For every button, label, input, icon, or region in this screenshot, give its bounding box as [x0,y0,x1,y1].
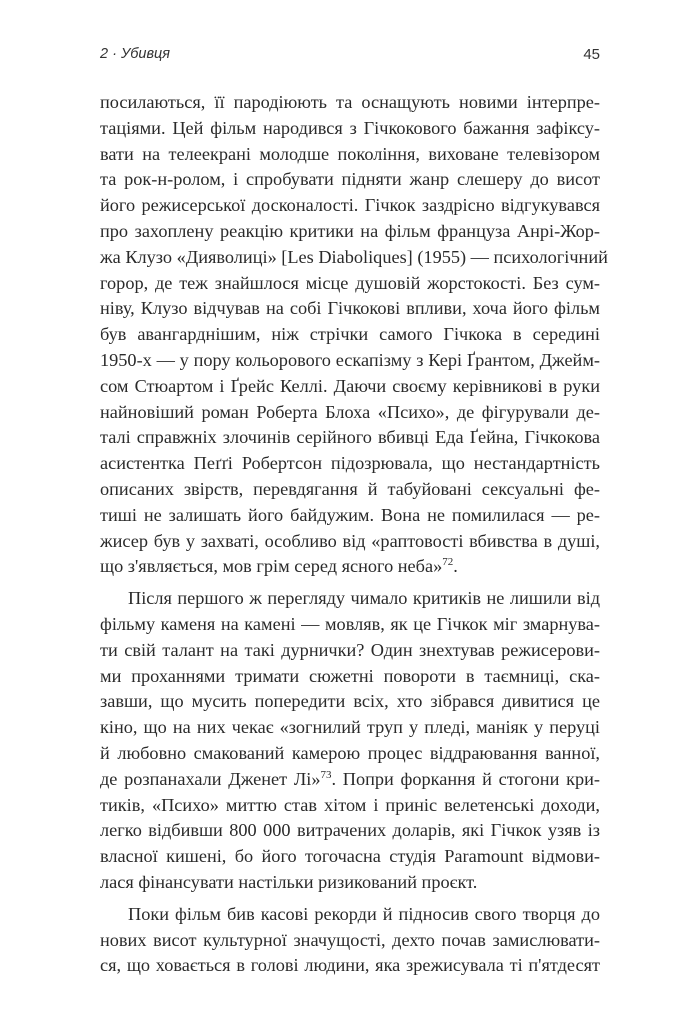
line-text: описаних звірств, перевдягання й табуйовані сексуальні фе- [100,478,600,499]
text-line [100,425,600,451]
text-line [100,689,600,715]
text-line [100,90,600,116]
line-text: талі справжніх злочинів серійного вбивці Еда Ґейна, Гічкокова [100,427,600,448]
line-text: був авангарднішим, ніж стрічки самого Гічкока в середині [100,324,600,345]
paragraph [100,90,608,580]
text-line [100,902,600,928]
line-text: асистентка Пеґґі Робертсон підозрювала, що нестандартність [100,453,600,474]
text-line [100,715,600,741]
text-line [100,586,600,612]
line-text: ся, що ховається в голові людини, яка зрежисувала ті п'ятдесят [100,955,600,976]
line-text: де розпанахали Дженет Лі» [100,768,321,789]
chapter-title: 2 · Убивця [100,46,171,62]
text-line [100,219,600,245]
line-text: про захоплену реакцію критики на фільм француза Анрі-Жор- [100,220,600,241]
text-line [100,529,600,555]
line-text: нових висот культурної значущості, дехто почав замислювати- [100,929,600,950]
line-text: таціями. Цей фільм народився з Гічкокового бажання зафіксу- [100,117,600,138]
line-text: тиків, «Психо» миттю став хітом і приніс велетенські доходи, [100,794,600,815]
text-line [100,400,600,426]
text-line [100,664,600,690]
text-line [100,271,600,297]
line-text: найновіший роман Роберта Блоха «Психо», де фігурували де- [100,401,600,422]
line-text: жа Клузо «Дияволиці» [Les Diaboliques] (1955) — психологічний [100,246,608,267]
text-line [100,928,600,954]
text-line [100,193,600,219]
line-text: ми проханнями тримати сюжетні повороти в таємниці, ска- [100,665,600,686]
line-text: сом Стюартом і Ґрейс Келлі. Даючи своєму керівникові в руки [100,375,600,396]
line-text: ніву, Клузо відчував на собі Гічкокові впливи, хоча його фільм [100,298,600,319]
text-line [100,818,600,844]
line-text: жисер був у захваті, особливо від «раптовості вбивства в душі, [100,530,600,551]
text-line [100,116,600,142]
text-line [100,741,600,767]
text-line [100,374,600,400]
text-line [100,503,600,529]
footnote-reference[interactable]: 73 [320,768,332,781]
text-line [100,554,600,580]
line-text: ти свій талант на такі дурнички? Один знехтував режисерови- [100,639,600,660]
line-text: тиші не залишать його байдужим. Вона не помилилася — ре- [100,504,600,525]
line-text: легко відбивши 800 000 витрачених доларів, які Гічкок узяв із [100,820,600,841]
line-text: . Попри форкання й стогони кри- [331,768,600,789]
line-text: Після першого ж перегляду чимало критиків не лишили від [128,588,600,609]
line-text: . [453,556,458,577]
text-line [100,167,600,193]
paragraph [100,902,600,979]
footnote-reference[interactable]: 72 [442,556,454,569]
line-text: та рок-н-ролом, і спробувати підняти жанр слешеру до висот [100,169,600,190]
paragraph [100,586,600,896]
text-line [100,844,600,870]
line-text: його режисерської досконалості. Гічкок заздрісно відгукувався [100,195,600,216]
line-text: вати на телеекрані молодше покоління, виховане телевізором [100,143,600,164]
line-text: кіно, що на них чекає «зогнилий труп у пледі, маніяк у перуці [100,717,600,738]
text-line [100,245,608,271]
text-line [100,322,600,348]
line-text: горор, де теж знайшлося місце душовій жорстокості. Без сум- [100,272,600,293]
page-number: 45 [583,46,600,63]
running-header [100,46,600,68]
line-text: фільму каменя на камені — мовляв, як це Гічкок міг змарнува- [100,613,600,634]
text-line [100,612,600,638]
text-line [100,477,600,503]
line-text: завши, що мусить попередити всіх, хто зібрався дивитися це [100,691,600,712]
line-text: й любовно смакований камерою процес віддраювання ванної, [100,742,600,763]
line-text: лася фінансувати настільки ризикований проєкт. [100,871,478,892]
text-line [100,638,600,664]
text-line [100,348,600,374]
text-line [100,142,600,168]
text-line [100,793,600,819]
text-line [100,767,600,793]
text-line [100,451,600,477]
text-line [100,870,600,896]
line-text: посилаються, її пародіюють та оснащують новими інтерпре- [100,92,600,112]
line-text: 1950-х — у пору кольорового ескапізму з Кері Ґрантом, Джейм- [100,349,600,370]
body-text [100,90,608,979]
text-line [100,953,600,979]
line-text: Поки фільм бив касові рекорди й підносив свого творця до [128,903,600,924]
line-text: що з'являється, мов грім серед ясного неба» [100,556,443,577]
text-line [100,296,600,322]
line-text: власної кишені, бо його тогочасна студія Paramount відмови- [100,846,600,867]
